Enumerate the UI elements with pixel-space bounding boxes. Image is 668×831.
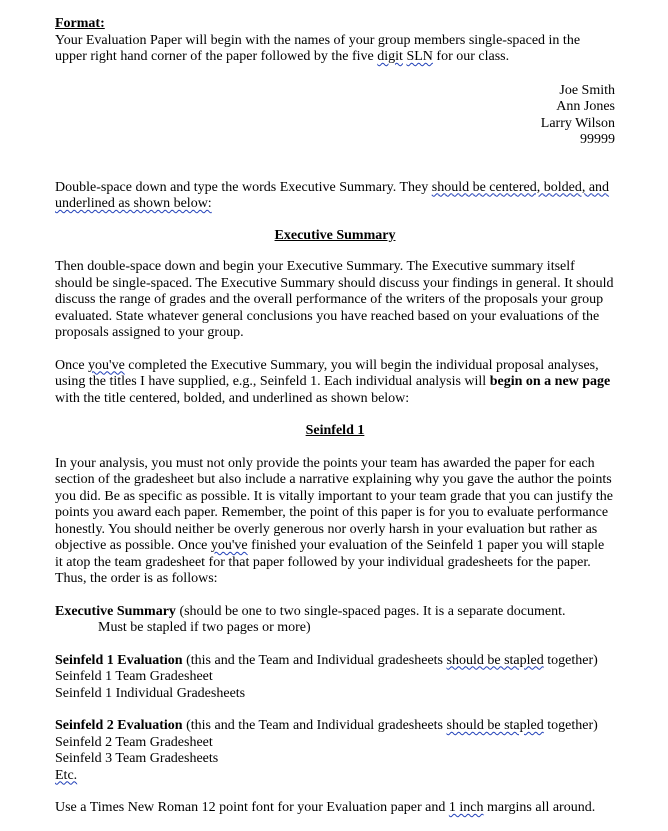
order-s2-team: Seinfeld 2 Team Gradesheet <box>55 734 213 750</box>
seinfeld-title: Seinfeld 1 <box>305 423 365 438</box>
order-s3-team: Seinfeld 3 Team Gradesheets <box>55 751 219 766</box>
order-s1-line <box>55 653 615 670</box>
order-s2-rest-2: together) <box>543 718 598 733</box>
order-exec-bold: Executive Summary <box>55 603 176 619</box>
font-note-text-2: margins all around. <box>483 800 596 815</box>
order-s1-team: Seinfeld 1 Team Gradesheet <box>55 669 213 684</box>
order-s1-rest-1: (this and the Team and Individual gradesheets <box>182 652 447 668</box>
order-s2-line <box>55 718 615 735</box>
executive-summary-title: Executive Summary <box>274 227 396 243</box>
sln-number: 99999 <box>580 132 615 147</box>
intro-digit: digit <box>377 49 403 64</box>
intro-sln: SLN <box>406 49 433 64</box>
analysis-text-1: In your analysis, you must not only provide the points your team has awarded the paper for each section of the gradesheet but also include a narrative explaining why you gave the author the points you did. Be as specific as possible. It is vitally important to your team grade that you can justify the points you award each paper. Remember, the point of this paper is for you to evaluate performance honestly. You should neither be overly generous nor overly harsh in your evaluation but rather as objective as possible. Once <box>55 455 613 553</box>
order-s2-rest-1: (this and the Team and Individual gradesheets <box>182 718 447 733</box>
once-youve: you've <box>88 357 125 373</box>
once-text-2: completed the Executive Summary, you will begin the individual proposal analyses, using the titles I have supplied, e.g., Seinfeld 1. Each individual analysis will <box>55 357 599 389</box>
order-s2-bold: Seinfeld 2 Evaluation <box>55 718 183 733</box>
double-space-paragraph <box>55 180 615 213</box>
analysis-youve: you've <box>210 538 248 553</box>
format-heading: Format: <box>55 16 105 31</box>
order-list <box>55 604 615 785</box>
name-line: Larry Wilson <box>540 115 615 131</box>
document-page <box>55 16 615 817</box>
font-note-text-1: Use a Times New Roman 12 point font for your Evaluation paper and <box>55 800 449 815</box>
order-exec-line <box>55 604 615 621</box>
order-exec-rest: (should be one to two single-spaced pages. It is a separate document. <box>175 603 566 619</box>
double-space-text: Double-space down and type the words Executive Summary. They <box>55 179 432 195</box>
intro-text-1: Your Evaluation Paper will begin with the names of your group members single-spaced in the upper right hand corner of the paper followed by the five <box>55 32 581 64</box>
once-bold: begin on a new page <box>489 374 611 389</box>
font-note <box>55 800 615 817</box>
order-etc <box>55 768 615 785</box>
order-s1-rest-2: together) <box>543 652 598 668</box>
once-text-3: with the title centered, bolded, and underlined as shown below: <box>55 390 410 406</box>
intro-text-2: for our class. <box>432 49 510 64</box>
executive-summary-paragraph: Then double-space down and begin your Executive Summary. The Executive summary itself should be single-spaced. The Executive Summary should discuss your findings in general. It should discuss the range of grades and the overall performance of the writers of the proposals your group evaluated. State whatever general conclusions you have reached based on your evaluations of the proposals assigned to your group. <box>55 259 614 340</box>
double-space-squiggle: should be centered, bolded, and underlined as shown below: <box>55 179 610 211</box>
order-s1-indiv: Seinfeld 1 Individual Gradesheets <box>55 685 246 701</box>
once-text-1: Once <box>55 357 89 373</box>
order-s1-bold: Seinfeld 1 Evaluation <box>55 652 183 668</box>
order-s2-squig: should be stapled <box>446 718 544 733</box>
name-line: Joe Smith <box>559 82 615 98</box>
name-line: Ann Jones <box>556 99 615 114</box>
order-s1-squig: should be stapled <box>446 652 544 668</box>
analysis-text-2: finished your evaluation of the Seinfeld 1 paper you will staple it atop the team gradesheet for that paper followed by your individual gradesheets for the paper. Thus, the order is as follows: <box>55 538 605 586</box>
once-paragraph <box>55 358 615 408</box>
group-names-block <box>55 83 615 149</box>
font-note-squig: 1 inch <box>448 800 484 815</box>
order-etc-text: Etc. <box>55 767 78 783</box>
analysis-paragraph <box>55 456 615 588</box>
order-exec-line-2: Must be stapled if two pages or more) <box>98 620 311 635</box>
intro-paragraph <box>55 33 615 66</box>
